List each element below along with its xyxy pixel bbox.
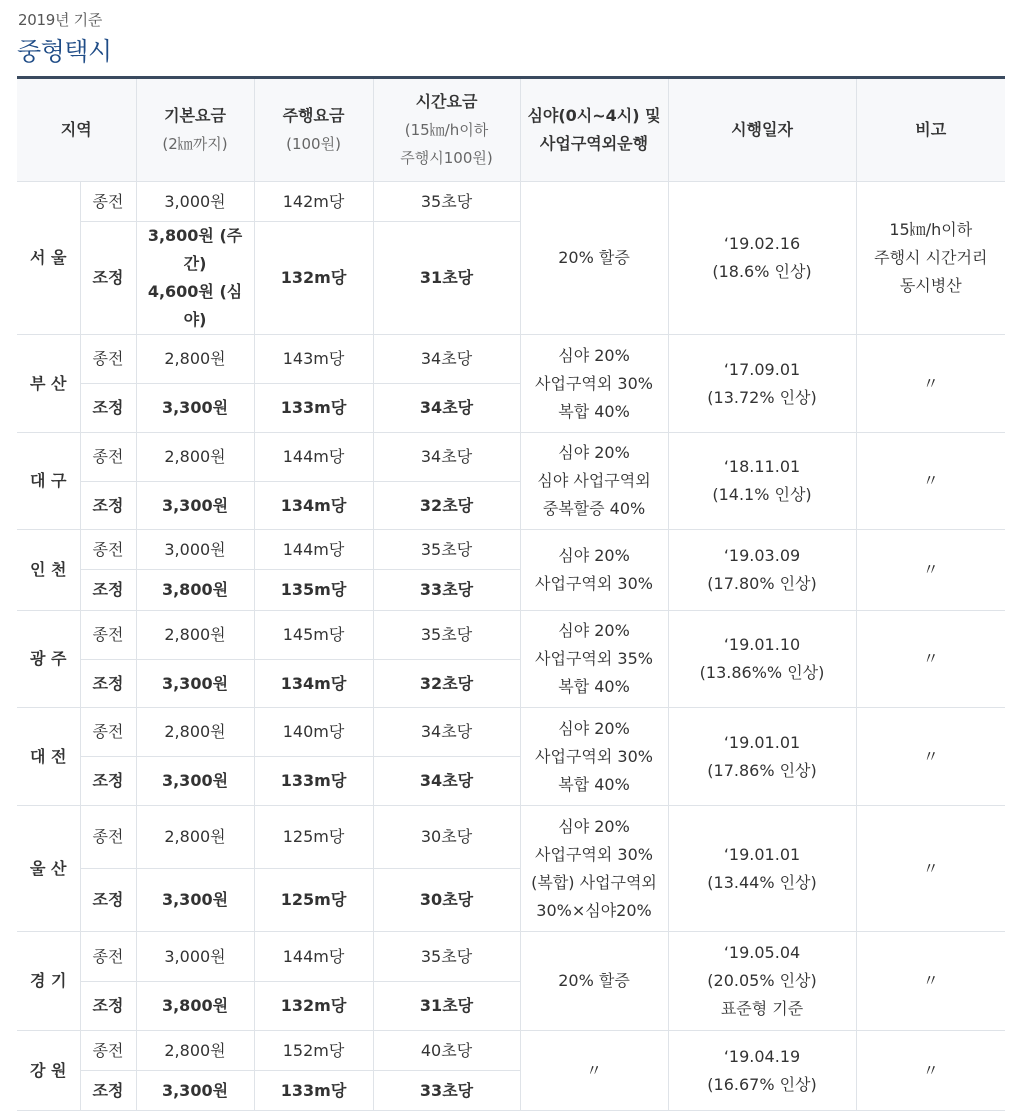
region-name: 인 천 <box>17 530 80 611</box>
old-base-fare: 3,000원 <box>136 530 254 570</box>
effective-date-line: ‘19.03.09 <box>723 546 801 565</box>
night-surcharge-line: (복합) 사업구역외 <box>531 872 657 892</box>
new-time-fare: 34초당 <box>373 757 520 806</box>
new-distance-fare: 135m당 <box>254 570 373 611</box>
col-header-time-fare-title: 시간요금 <box>415 92 478 111</box>
new-base-fare: 3,300원 <box>136 660 254 708</box>
night-surcharge-line: 심야 20% <box>558 345 630 365</box>
new-base-fare-night: 4,600원 (심야) <box>147 282 243 329</box>
night-surcharge <box>520 530 668 611</box>
row-label-new: 조정 <box>80 222 136 335</box>
region-name: 울 산 <box>17 806 80 932</box>
region-name: 서 울 <box>17 182 80 335</box>
old-time-fare: 34초당 <box>373 335 520 384</box>
table-row <box>17 1031 1005 1071</box>
night-surcharge-line: 중복할증 40% <box>542 499 646 518</box>
row-label-new: 조정 <box>80 384 136 433</box>
night-surcharge <box>520 708 668 806</box>
old-time-fare: 34초당 <box>373 708 520 757</box>
old-time-fare: 30초당 <box>373 806 520 869</box>
taxi-fare-table <box>17 76 1005 1111</box>
new-base-fare: 3,300원 <box>136 1071 254 1111</box>
effective-date-line: ‘19.04.19 <box>723 1046 801 1066</box>
note: 〃 <box>856 433 1005 530</box>
row-label-old: 종전 <box>80 335 136 384</box>
effective-date <box>668 708 856 806</box>
night-surcharge <box>520 433 668 530</box>
new-base-fare: 3,800원 <box>136 982 254 1031</box>
increase-rate-line: (13.44% 인상) <box>707 872 817 892</box>
night-surcharge-line: 사업구역외 30% <box>535 574 653 593</box>
effective-date <box>668 611 856 708</box>
old-distance-fare: 152m당 <box>254 1031 373 1071</box>
table-row <box>17 182 1005 222</box>
night-surcharge-line: 심야 20% <box>558 443 630 462</box>
new-base-fare <box>136 222 254 335</box>
note: 〃 <box>856 335 1005 433</box>
old-base-fare: 3,000원 <box>136 932 254 982</box>
new-distance-fare: 133m당 <box>254 1071 373 1111</box>
effective-date <box>668 530 856 611</box>
night-surcharge <box>520 932 668 1031</box>
row-label-new: 조정 <box>80 482 136 530</box>
row-label-old: 종전 <box>80 530 136 570</box>
col-header-time-fare-sub2: 주행시100원) <box>400 149 493 167</box>
night-surcharge <box>520 611 668 708</box>
effective-date <box>668 182 856 335</box>
old-base-fare: 3,000원 <box>136 182 254 222</box>
note: 〃 <box>856 932 1005 1031</box>
old-base-fare: 2,800원 <box>136 708 254 757</box>
effective-date <box>668 335 856 433</box>
note: 〃 <box>856 1031 1005 1111</box>
old-base-fare: 2,800원 <box>136 611 254 660</box>
note-line: 동시병산 <box>899 276 962 295</box>
new-base-fare: 3,800원 <box>136 570 254 611</box>
new-distance-fare: 132m당 <box>254 982 373 1031</box>
col-header-base-fare-title: 기본요금 <box>164 106 226 125</box>
old-distance-fare: 142m당 <box>254 182 373 222</box>
old-distance-fare: 144m당 <box>254 932 373 982</box>
new-time-fare: 34초당 <box>373 384 520 433</box>
note-line: 주행시 시간거리 <box>874 248 988 267</box>
effective-date-line: ‘19.01.10 <box>723 635 801 654</box>
increase-rate-line: (20.05% 인상) <box>707 971 817 990</box>
old-time-fare: 35초당 <box>373 530 520 570</box>
page-title: 중형택시 <box>17 37 112 66</box>
col-header-night-surcharge <box>520 78 668 182</box>
old-distance-fare: 144m당 <box>254 530 373 570</box>
row-label-new: 조정 <box>80 982 136 1031</box>
effective-date-line: ‘17.09.01 <box>723 359 801 379</box>
new-distance-fare: 133m당 <box>254 757 373 806</box>
col-header-region: 지역 <box>17 78 136 182</box>
night-surcharge-line: 복합 40% <box>558 401 630 421</box>
table-row <box>17 335 1005 384</box>
row-label-new: 조정 <box>80 660 136 708</box>
col-header-note: 비고 <box>856 78 1005 182</box>
night-surcharge: 〃 <box>520 1031 668 1111</box>
new-distance-fare: 134m당 <box>254 660 373 708</box>
old-time-fare: 35초당 <box>373 932 520 982</box>
night-surcharge <box>520 806 668 932</box>
night-surcharge <box>520 182 668 335</box>
old-distance-fare: 145m당 <box>254 611 373 660</box>
row-label-old: 종전 <box>80 1031 136 1071</box>
effective-date-line: ‘19.01.01 <box>723 732 801 752</box>
row-label-old: 종전 <box>80 611 136 660</box>
night-surcharge <box>520 335 668 433</box>
old-distance-fare: 143m당 <box>254 335 373 384</box>
date-note-line: 표준형 기준 <box>720 999 804 1018</box>
note: 〃 <box>856 611 1005 708</box>
old-distance-fare: 125m당 <box>254 806 373 869</box>
year-label: 2019년 기준 <box>18 11 103 29</box>
increase-rate-line: (17.86% 인상) <box>707 760 817 780</box>
old-base-fare: 2,800원 <box>136 806 254 869</box>
new-base-fare: 3,300원 <box>136 482 254 530</box>
new-time-fare: 33초당 <box>373 1071 520 1111</box>
new-distance-fare: 134m당 <box>254 482 373 530</box>
new-base-fare: 3,300원 <box>136 757 254 806</box>
table-row <box>17 530 1005 570</box>
old-time-fare: 35초당 <box>373 611 520 660</box>
row-label-old: 종전 <box>80 708 136 757</box>
region-name: 경 기 <box>17 932 80 1031</box>
old-distance-fare: 140m당 <box>254 708 373 757</box>
night-surcharge-line: 20% 할증 <box>558 248 630 267</box>
table-row <box>17 433 1005 482</box>
col-header-base-fare <box>136 78 254 182</box>
night-surcharge-line: 30%×심야20% <box>536 900 652 920</box>
effective-date-line: ‘19.05.04 <box>723 943 801 962</box>
night-surcharge-line: 심야 20% <box>558 621 630 640</box>
effective-date-line: ‘19.01.01 <box>723 844 801 864</box>
note: 〃 <box>856 806 1005 932</box>
new-time-fare: 31초당 <box>373 222 520 335</box>
col-header-distance-fare <box>254 78 373 182</box>
row-label-new: 조정 <box>80 1071 136 1111</box>
night-surcharge-line: 사업구역외 35% <box>535 649 653 668</box>
increase-rate-line: (13.72% 인상) <box>707 387 817 407</box>
region-name: 부 산 <box>17 335 80 433</box>
col-header-night-line2: 사업구역외운행 <box>539 134 649 153</box>
col-header-base-fare-sub: (2㎞까지) <box>162 135 228 153</box>
row-label-new: 조정 <box>80 757 136 806</box>
row-label-new: 조정 <box>80 869 136 932</box>
effective-date <box>668 1031 856 1111</box>
table-row <box>17 611 1005 660</box>
region-name: 대 구 <box>17 433 80 530</box>
night-surcharge-line: 심야 20% <box>558 816 630 836</box>
old-base-fare: 2,800원 <box>136 433 254 482</box>
row-label-new: 조정 <box>80 570 136 611</box>
effective-date <box>668 932 856 1031</box>
effective-date-line: ‘18.11.01 <box>723 457 801 476</box>
new-base-fare: 3,300원 <box>136 869 254 932</box>
new-base-fare: 3,300원 <box>136 384 254 433</box>
col-header-night-line1: 심야(0시~4시) 및 <box>527 106 661 125</box>
row-label-old: 종전 <box>80 433 136 482</box>
night-surcharge-line: 복합 40% <box>558 677 630 696</box>
table-row <box>17 932 1005 982</box>
table-header-row <box>17 78 1005 182</box>
new-time-fare: 33초당 <box>373 570 520 611</box>
increase-rate-line: (13.86%% 인상) <box>699 663 825 682</box>
col-header-distance-fare-title: 주행요금 <box>282 106 345 125</box>
effective-date-line: ‘19.02.16 <box>723 234 801 253</box>
new-time-fare: 32초당 <box>373 660 520 708</box>
old-time-fare: 34초당 <box>373 433 520 482</box>
old-base-fare: 2,800원 <box>136 335 254 384</box>
night-surcharge-line: 20% 할증 <box>558 971 630 990</box>
region-name: 광 주 <box>17 611 80 708</box>
note <box>856 182 1005 335</box>
night-surcharge-line: 심야 20% <box>558 546 630 565</box>
row-label-old: 종전 <box>80 932 136 982</box>
new-time-fare: 31초당 <box>373 982 520 1031</box>
old-base-fare: 2,800원 <box>136 1031 254 1071</box>
note-line: 15㎞/h이하 <box>889 220 973 239</box>
col-header-time-fare <box>373 78 520 182</box>
night-surcharge-line: 심야 사업구역외 <box>537 471 651 490</box>
region-name: 강 원 <box>17 1031 80 1111</box>
night-surcharge-line: 심야 20% <box>558 718 630 738</box>
increase-rate-line: (14.1% 인상) <box>712 485 812 504</box>
new-time-fare: 32초당 <box>373 482 520 530</box>
effective-date <box>668 433 856 530</box>
old-distance-fare: 144m당 <box>254 433 373 482</box>
night-surcharge-line: 사업구역외 30% <box>535 844 653 864</box>
new-time-fare: 30초당 <box>373 869 520 932</box>
table-row <box>17 806 1005 869</box>
row-label-old: 종전 <box>80 806 136 869</box>
old-time-fare: 40초당 <box>373 1031 520 1071</box>
note: 〃 <box>856 530 1005 611</box>
note: 〃 <box>856 708 1005 806</box>
old-time-fare: 35초당 <box>373 182 520 222</box>
col-header-effective-date: 시행일자 <box>668 78 856 182</box>
row-label-old: 종전 <box>80 182 136 222</box>
night-surcharge-line: 사업구역외 30% <box>535 746 653 766</box>
increase-rate-line: (16.67% 인상) <box>707 1074 817 1094</box>
table-row <box>17 708 1005 757</box>
region-name: 대 전 <box>17 708 80 806</box>
new-distance-fare: 125m당 <box>254 869 373 932</box>
night-surcharge-line: 사업구역외 30% <box>535 373 653 393</box>
col-header-time-fare-sub1: (15㎞/h이하 <box>404 121 489 139</box>
col-header-distance-fare-sub: (100원) <box>286 135 341 153</box>
effective-date <box>668 806 856 932</box>
new-distance-fare: 133m당 <box>254 384 373 433</box>
new-distance-fare: 132m당 <box>254 222 373 335</box>
night-surcharge-line: 복합 40% <box>558 774 630 794</box>
increase-rate-line: (18.6% 인상) <box>712 262 812 281</box>
increase-rate-line: (17.80% 인상) <box>707 574 817 593</box>
new-base-fare-day: 3,800원 (주간) <box>147 226 243 273</box>
